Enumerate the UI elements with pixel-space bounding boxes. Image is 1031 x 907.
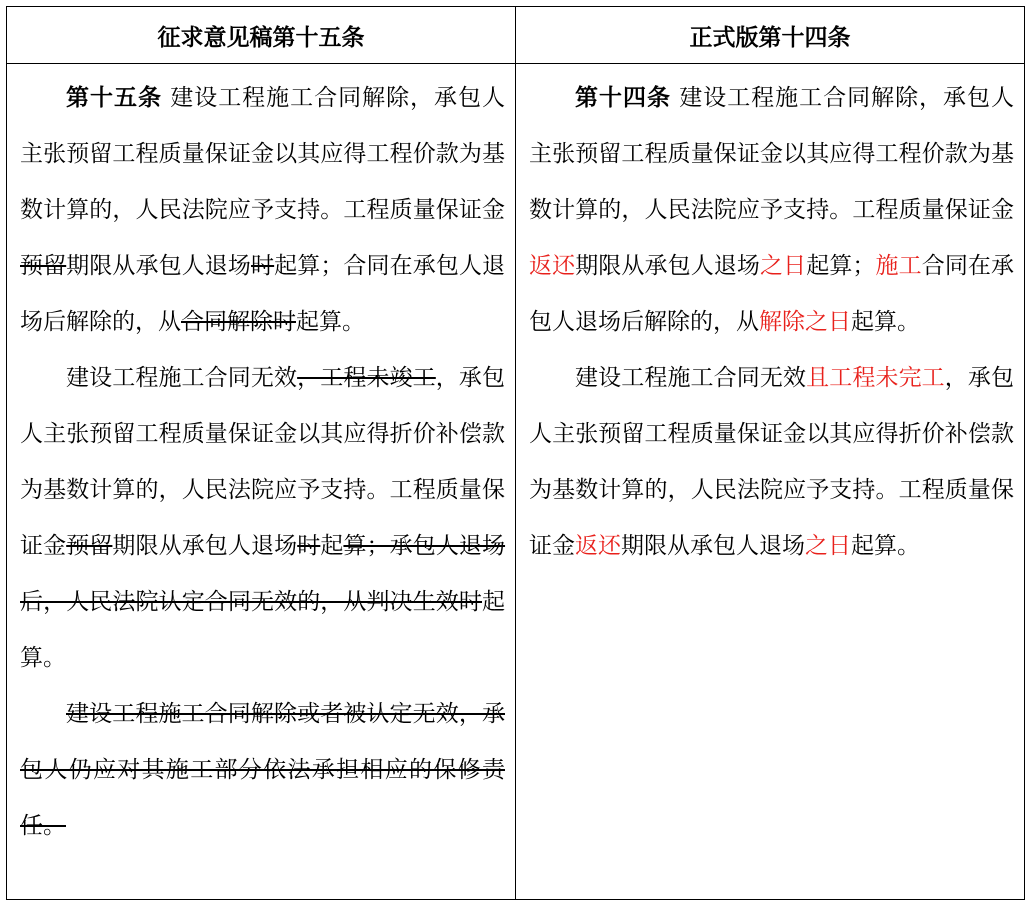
final-article-text	[516, 64, 1024, 574]
inserted-text: 之日	[760, 253, 807, 279]
text-run: 期限从承包人退场	[621, 533, 805, 559]
text-run: ，承包人主张预留工程质量保证金以其应得折价补偿款为基数计算的，人民法院应予支持。工程质量保证金	[20, 365, 506, 559]
article-number: 第十四条	[575, 84, 671, 111]
inserted-text: 返还	[575, 533, 621, 559]
deleted-text: 建设工程施工合同解除或者被认定无效，承包人仍应对其施工部分依法承担相应的保修责任。	[20, 701, 505, 839]
deleted-text: 时	[297, 533, 321, 559]
text-run: ，承包人主张预留工程质量保证金以其应得折价补偿款为基数计算的，人民法院应予支持。工程质量保证金	[529, 365, 1015, 559]
draft-paragraph-1	[20, 70, 505, 350]
text-run: 建设工程施工合同无效	[66, 365, 298, 391]
deleted-text: ，工程未竣工	[297, 365, 436, 391]
right-column-header: 正式版第十四条	[516, 7, 1025, 64]
comparison-table	[6, 6, 1025, 900]
text-run: 起算。	[851, 309, 920, 335]
final-article-cell	[516, 64, 1025, 900]
text-run: 起算；合同在承包人退场后解除的，从	[20, 253, 506, 335]
inserted-text: 施工	[875, 253, 922, 279]
deleted-text: 预留	[66, 533, 113, 559]
deleted-text: 时	[251, 253, 275, 279]
text-run: 起算；	[806, 253, 876, 279]
text-run: 合同在承包人退场后解除的，从	[529, 253, 1015, 335]
left-column-header: 征求意见稿第十五条	[7, 7, 516, 64]
deleted-text: 算；承包人退场后，人民法院认定合同无效的，从判决生效时	[20, 533, 506, 615]
article-number: 第十五条	[66, 84, 162, 111]
text-run: 建设工程施工合同解除，承包人主张预留工程质量保证金以其应得工程价款为基数计算的，人民法院应予支持。工程质量保证金	[20, 85, 506, 223]
draft-paragraph-3	[20, 686, 505, 854]
final-paragraph-2	[529, 350, 1014, 574]
deleted-text: 预留	[20, 253, 67, 279]
text-run: 建设工程施工合同解除，承包人主张预留工程质量保证金以其应得工程价款为基数计算的，人民法院应予支持。工程质量保证金	[529, 85, 1015, 223]
text-run: 起	[320, 533, 344, 559]
draft-article-cell	[7, 64, 516, 900]
text-run: 起算。	[851, 533, 920, 559]
text-run: 起算。	[296, 309, 365, 335]
final-paragraph-1	[529, 70, 1014, 350]
body-row	[7, 64, 1025, 900]
text-run: 期限从承包人退场	[112, 533, 298, 559]
text-run: 期限从承包人退场	[66, 253, 252, 279]
draft-paragraph-2	[20, 350, 505, 686]
text-run: 建设工程施工合同无效	[575, 365, 807, 391]
text-run: 起算。	[20, 589, 505, 671]
text-run: 期限从承包人退场	[575, 253, 761, 279]
inserted-text: 之日	[805, 533, 851, 559]
inserted-text: 解除之日	[759, 309, 851, 335]
inserted-text: 且工程未完工	[806, 365, 945, 391]
inserted-text: 返还	[529, 253, 576, 279]
header-row	[7, 7, 1025, 64]
deleted-text: 合同解除时	[181, 309, 296, 335]
draft-article-text	[7, 64, 515, 854]
